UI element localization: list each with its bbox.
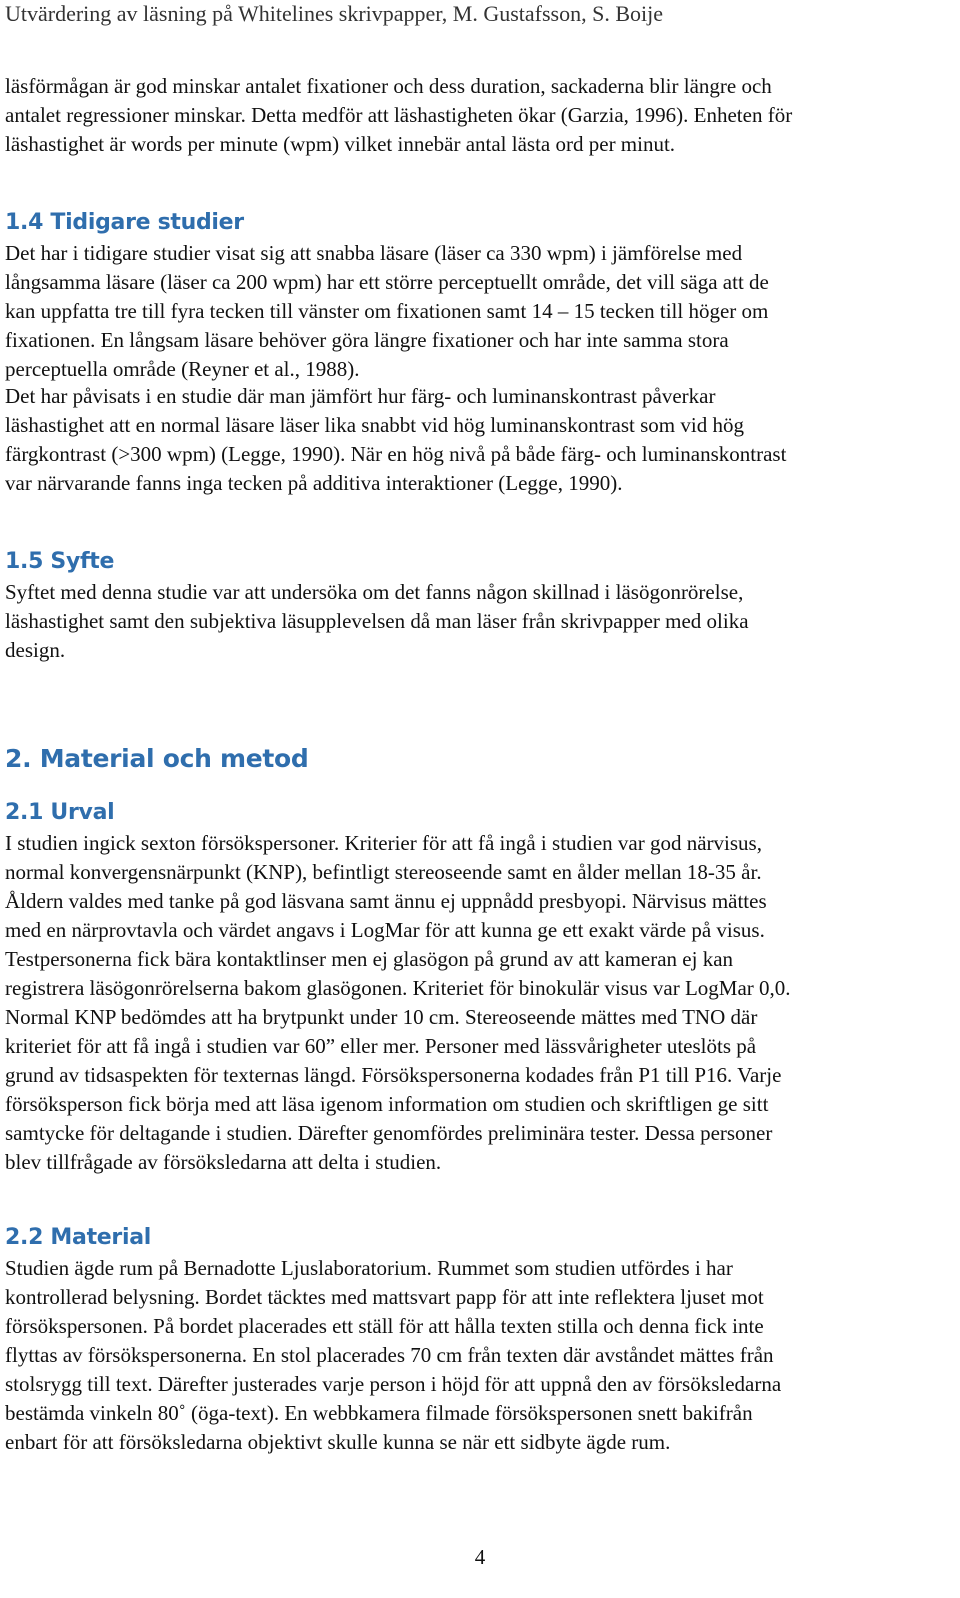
text-line: långsamma läsare (läser ca 200 wpm) har ett större perceptuellt område, det vill säga att de [5,270,769,294]
text-line: blev tillfrågade av försöksledarna att delta i studien. [5,1150,442,1174]
text-line: läsförmågan är god minskar antalet fixationer och dess duration, sackaderna blir längre och [5,74,772,98]
text-line: antalet regressioner minskar. Detta medför att läshastigheten ökar (Garzia, 1996). Enheten för [5,103,793,127]
section-heading-2: 2. Material och metod [5,744,309,773]
text-line: grund av tidsaspekten för texternas längd. Försökspersonerna kodades från P1 till P16. Varje [5,1063,782,1087]
text-line: Studien ägde rum på Bernadotte Ljuslaboratorium. Rummet som studien utfördes i har [5,1256,733,1280]
running-header: Utvärdering av läsning på Whitelines skrivpapper, M. Gustafsson, S. Boije [5,1,663,26]
section-heading-1-5: 1.5 Syfte [5,549,115,574]
text-line: kriteriet för att få ingå i studien var 60” eller mer. Personer med lässvårigheter uteslöts på [5,1034,757,1058]
section-1-5-paragraph [5,578,950,665]
text-line: färgkontrast (>300 wpm) (Legge, 1990). När en hög nivå på både färg- och luminanskontrast [5,442,787,466]
text-line: stolsrygg till text. Därefter justerades varje person i höjd för att uppnå den av försöksledarna [5,1372,782,1396]
text-line: Åldern valdes med tanke på god läsvana samt ännu ej uppnådd presbyopi. Närvisus mättes [5,889,767,913]
page-number: 4 [474,1545,486,1569]
text-line: läshastighet att en normal läsare läser lika snabbt vid hög luminanskontrast som vid hög [5,413,744,437]
text-line: försökspersonen. På bordet placerades ett ställ för att hålla texten stilla och denna fick inte [5,1314,764,1338]
text-line: med en närprovtavla och värdet angavs i LogMar för att kunna ge ett exakt värde på visus. [5,918,765,942]
text-line: var närvarande fanns inga tecken på additiva interaktioner (Legge, 1990). [5,471,623,495]
text-line: perceptuella område (Reyner et al., 1988). [5,357,360,381]
section-2-1-paragraph [5,829,950,1177]
section-heading-2-2: 2.2 Material [5,1225,151,1250]
text-line: normal konvergensnärpunkt (KNP), befintligt stereoseende samt en ålder mellan 18-35 år. [5,860,762,884]
section-1-4-paragraph-2 [5,382,950,498]
text-line: Normal KNP bedömdes att ha brytpunkt under 10 cm. Stereoseende mättes med TNO där [5,1005,758,1029]
text-line: kontrollerad belysning. Bordet täcktes med mattsvart papp för att inte reflektera ljuset mot [5,1285,764,1309]
text-line: I studien ingick sexton försökspersoner. Kriterier för att få ingå i studien var god närvisus, [5,831,762,855]
text-line: kan uppfatta tre till fyra tecken till vänster om fixationen samt 14 – 15 tecken till höger om [5,299,769,323]
text-line: Det har påvisats i en studie där man jämfört hur färg- och luminanskontrast påverkar [5,384,716,408]
intro-paragraph [5,72,950,159]
section-heading-2-1: 2.1 Urval [5,800,115,825]
text-line: samtycke för deltagande i studien. Därefter genomfördes preliminära tester. Dessa personer [5,1121,773,1145]
text-line: flyttas av försökspersonerna. En stol placerades 70 cm från texten där avståndet mättes från [5,1343,774,1367]
text-line: enbart för att försöksledarna objektivt skulle kunna se när ett sidbyte ägde rum. [5,1430,671,1454]
text-line: läshastighet samt den subjektiva läsupplevelsen då man läser från skrivpapper med olika [5,609,749,633]
text-line: Testpersonerna fick bära kontaktlinser men ej glasögon på grund av att kameran ej kan [5,947,734,971]
section-heading-1-4: 1.4 Tidigare studier [5,210,244,235]
section-1-4-paragraph-1 [5,239,950,384]
text-line: läshastighet är words per minute (wpm) vilket innebär antal lästa ord per minut. [5,132,676,156]
text-line: bestämda vinkeln 80˚ (öga-text). En webbkamera filmade försökspersonen snett bakifrån [5,1401,753,1425]
text-line: design. [5,638,66,662]
text-line: registrera läsögonrörelserna bakom glasögonen. Kriteriet för binokulär visus var LogMar 0,0. [5,976,791,1000]
section-2-2-paragraph [5,1254,950,1457]
text-line: Det har i tidigare studier visat sig att snabba läsare (läser ca 330 wpm) i jämförelse med [5,241,743,265]
text-line: försöksperson fick börja med att läsa igenom information om studien och skriftligen ge sitt [5,1092,769,1116]
text-line: fixationen. En långsam läsare behöver göra längre fixationer och har inte samma stora [5,328,729,352]
text-line: Syftet med denna studie var att undersöka om det fanns någon skillnad i läsögonrörelse, [5,580,744,604]
